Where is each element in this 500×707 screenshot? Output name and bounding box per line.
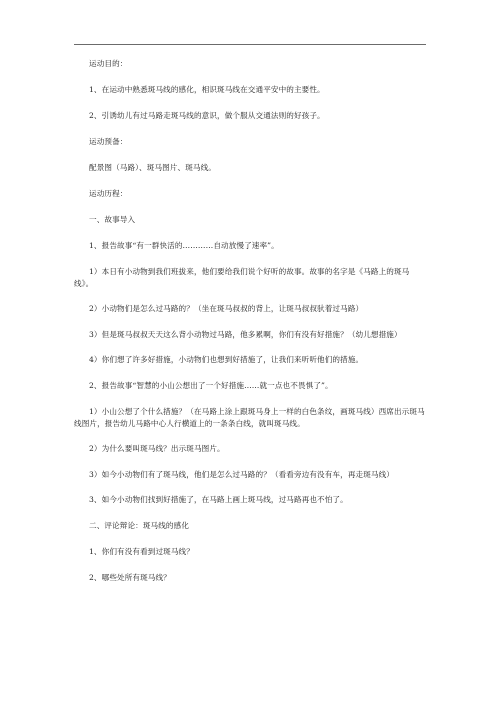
discussion-question-1: 1、你们有没有看到过斑马线？ bbox=[89, 547, 194, 556]
process-part-1-heading: 一、故事导入 bbox=[89, 215, 136, 224]
discussion-question-2: 2、哪些处所有斑马线？ bbox=[89, 573, 171, 582]
section-heading-preparation: 运动预备： bbox=[89, 137, 128, 146]
story-step-1-4: 4）你们想了许多好措施，小动物们也想到好措施了，让我们来听听他们的措施。 bbox=[89, 355, 364, 364]
story-step-1: 1、报告故事“有一群快活的…………自动放慢了速率”。 bbox=[89, 241, 279, 250]
goal-item-1: 1、在运动中熟悉斑马线的感化，相识斑马线在交通平安中的主要性。 bbox=[89, 85, 325, 94]
goal-item-2: 2、引诱幼儿有过马路走斑马线的意识，做个服从交通法则的好孩子。 bbox=[89, 111, 325, 120]
preparation-materials: 配景图（马路）、斑马图片、斑马线。 bbox=[89, 163, 216, 172]
story-step-3: 3、如今小动物们找到好措施了，在马路上画上斑马线，过马路再也不怕了。 bbox=[89, 495, 348, 504]
story-step-1-3: 3）但是斑马叔叔天天这么背小动物过马路，他多累啊，你们有没有好措施？（幼儿想措施） bbox=[89, 330, 402, 339]
document-body bbox=[74, 58, 426, 598]
story-step-1-1: 1）本日有小动物到我们班拔来，他们要给我们说个好听的故事。故事的名字是《马路上的斑马线》。 bbox=[74, 267, 410, 288]
section-heading-process: 运动历程： bbox=[89, 189, 128, 198]
story-step-2-1: 1）小山公想了个什么措施？（在马路上涂上跟斑马身上一样的白色条纹，画斑马线）西席出示斑马线图片，报告幼儿马路中心人行横道上的一条条白线，就叫斑马线。 bbox=[74, 407, 425, 428]
section-heading-goals: 运动目的： bbox=[89, 59, 128, 68]
story-step-2: 2、报告故事“智慧的小山公想出了一个好措施……就一点也不畏惧了”。 bbox=[89, 381, 333, 390]
story-step-1-2: 2）小动物们是怎么过马路的？（坐在斑马叔叔的背上，让斑马叔叔驮着过马路） bbox=[89, 304, 364, 313]
story-step-2-3: 3）如今小动物们有了斑马线，他们是怎么过马路的？（看看旁边有没有车，再走斑马线） bbox=[89, 470, 394, 479]
header-rule bbox=[74, 44, 426, 45]
process-part-2-heading: 二、评论辩论：斑马线的感化 bbox=[89, 521, 190, 530]
story-step-2-2: 2）为什么要叫斑马线？出示斑马图片。 bbox=[89, 444, 225, 453]
